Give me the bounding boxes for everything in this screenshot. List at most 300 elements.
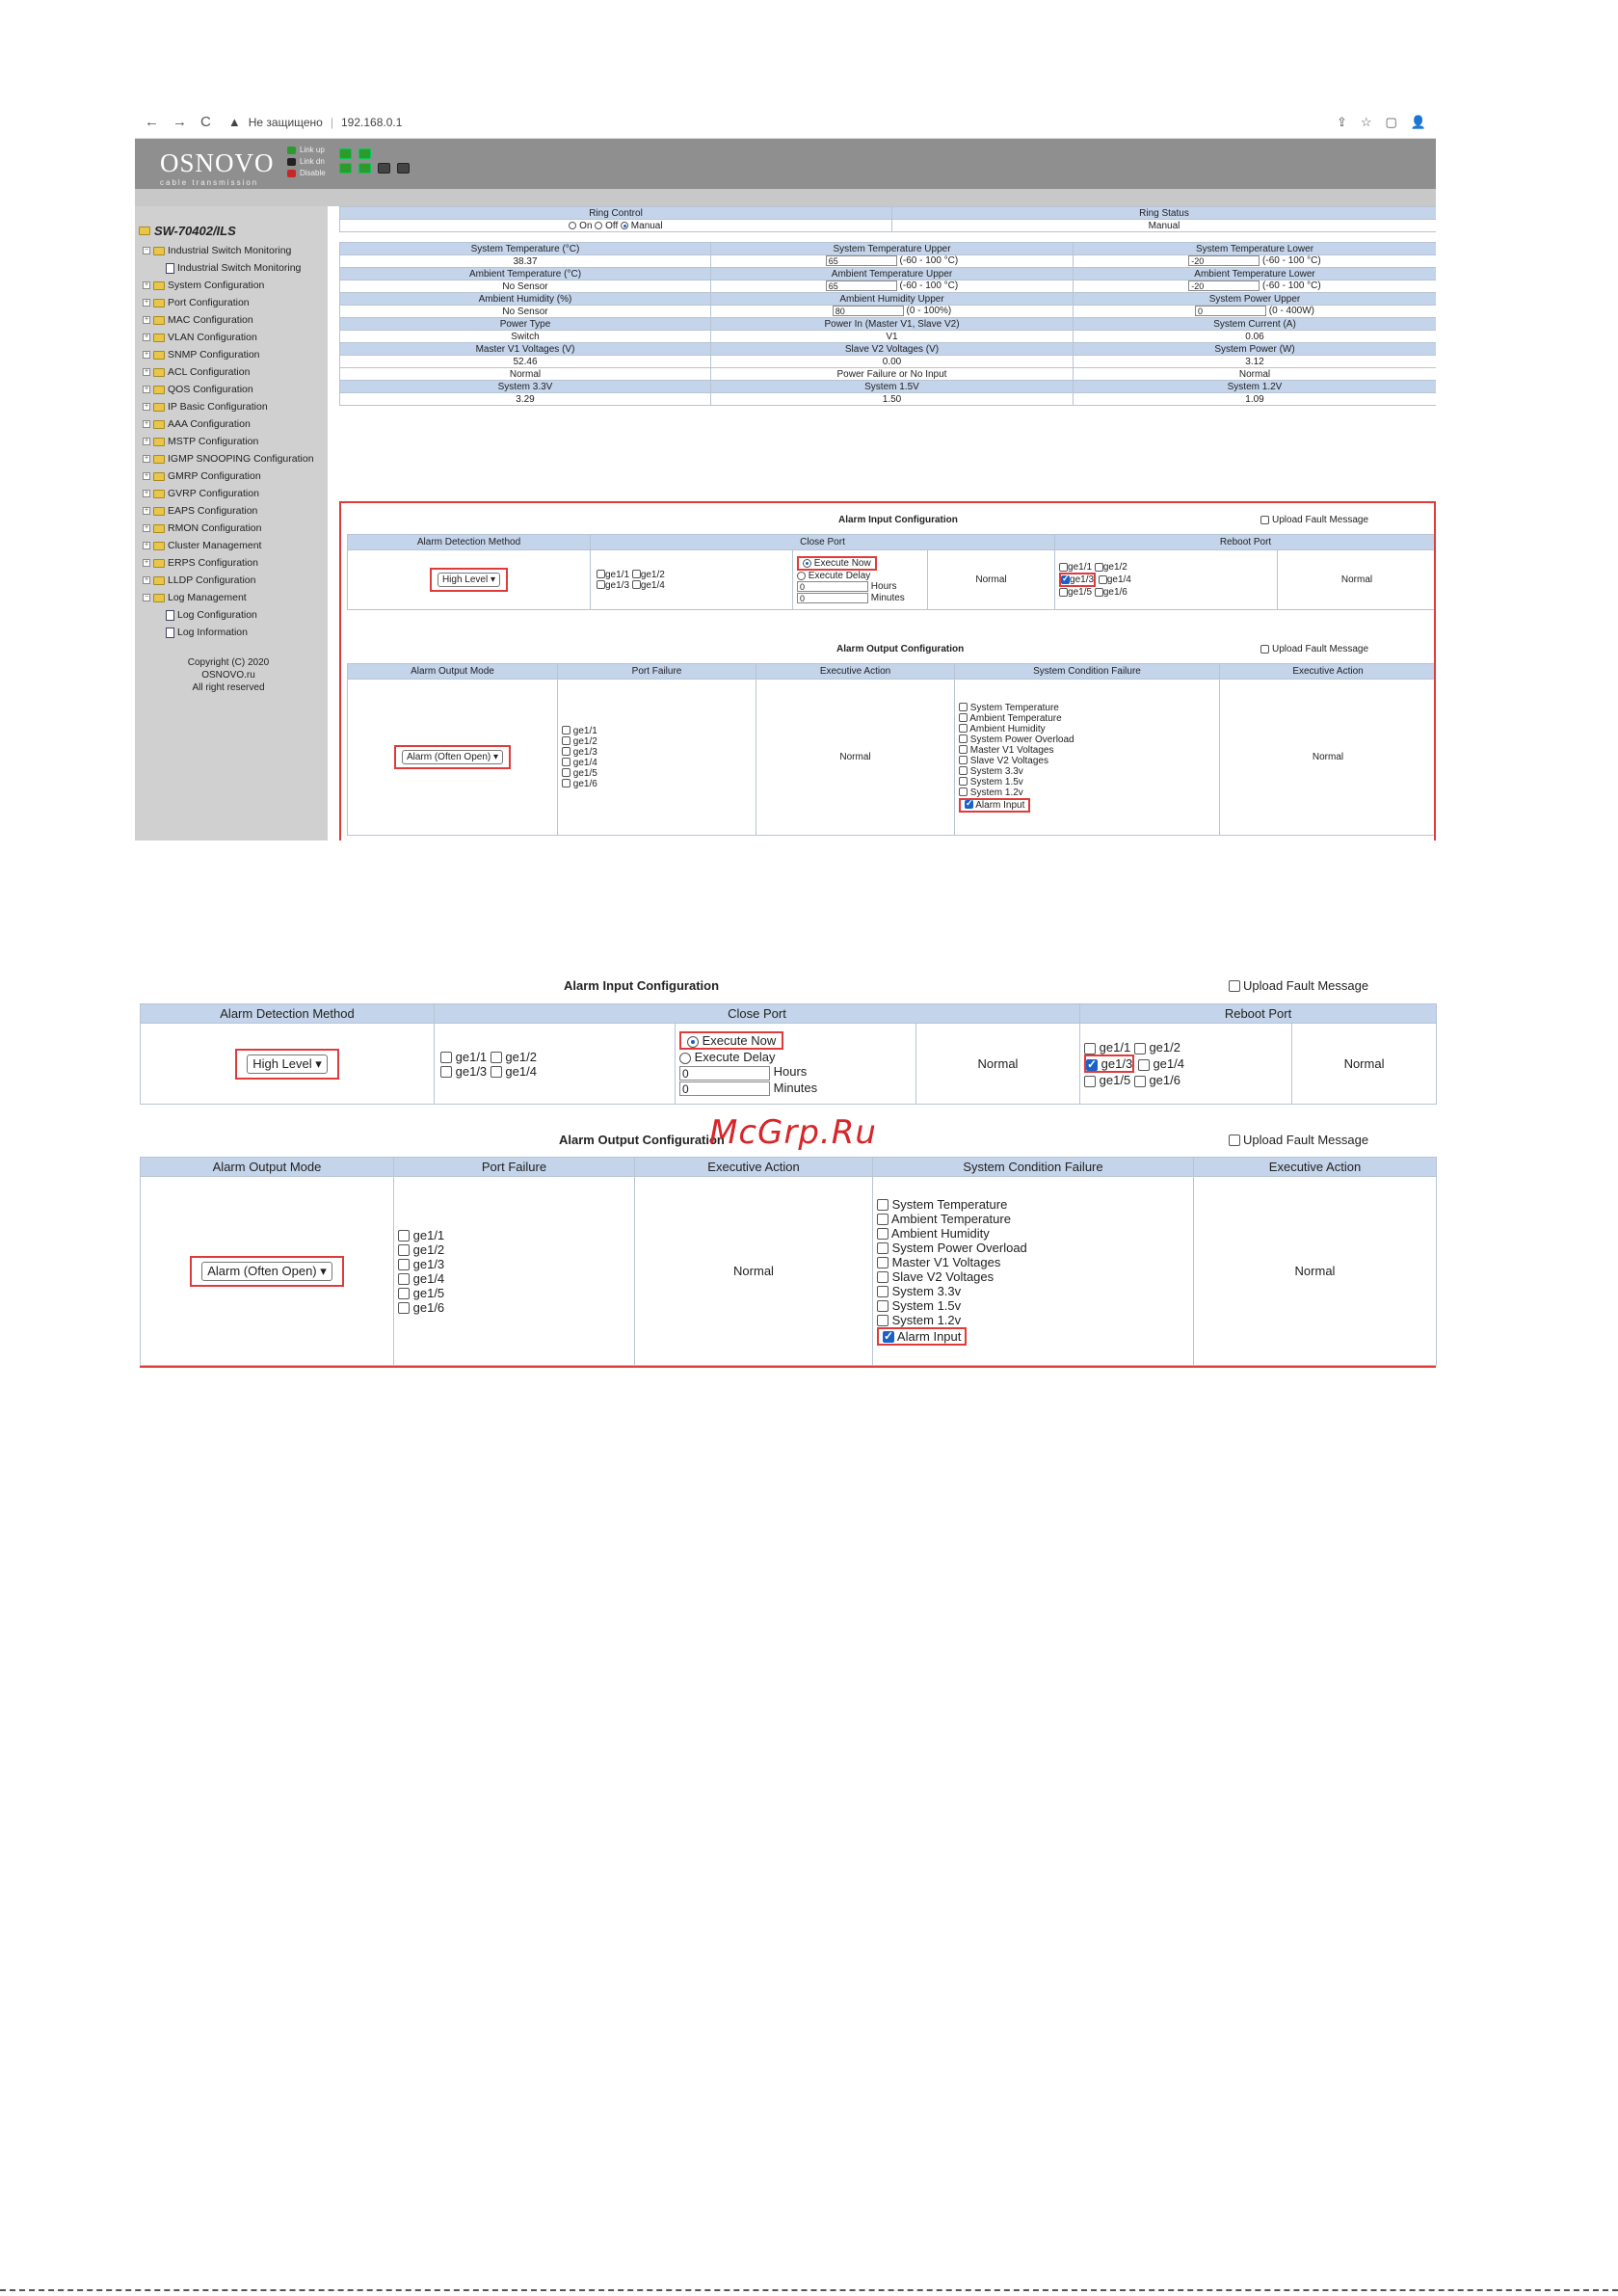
alarm-output-table: [140, 1157, 1437, 1366]
monitor-value: No Sensor: [340, 306, 711, 318]
folder-icon: [153, 247, 165, 255]
sidebar-item[interactable]: [139, 346, 328, 363]
alarm-input-title: Alarm Input Configuration: [838, 515, 958, 525]
monitor-value: 0.06: [1074, 331, 1437, 343]
monitor-value: [1074, 306, 1437, 318]
sidebar-item[interactable]: [139, 242, 328, 259]
sidebar-item-label: GMRP Configuration: [168, 470, 261, 482]
hours-input[interactable]: 0: [679, 1066, 770, 1081]
sidebar-item-label: Log Information: [177, 627, 248, 638]
folder-icon: [153, 559, 165, 568]
reboot-port-checkbox[interactable]: [1084, 1043, 1096, 1055]
threshold-range: (0 - 100%): [906, 306, 952, 317]
sidebar-item[interactable]: [139, 415, 328, 433]
close-port-header: Close Port: [591, 535, 1055, 550]
minutes-input[interactable]: 0: [797, 593, 868, 603]
page-icon: [166, 627, 174, 638]
port-icon[interactable]: [358, 163, 371, 174]
monitor-header: System Temperature (°C): [340, 243, 711, 255]
reboot-port-header: Reboot Port: [1055, 535, 1436, 550]
port-failure-checkbox[interactable]: [398, 1288, 410, 1299]
condition-checkbox[interactable]: [877, 1271, 889, 1283]
condition-checkbox[interactable]: [877, 1286, 889, 1297]
monitor-header: Ambient Humidity Upper: [711, 293, 1074, 306]
port-icon[interactable]: [339, 148, 352, 159]
folder-icon: [153, 438, 165, 446]
monitor-value: [711, 306, 1074, 318]
expand-icon[interactable]: +: [144, 455, 149, 462]
sidebar-item-label: ACL Configuration: [168, 366, 251, 378]
monitor-header: Ambient Temperature (°C): [340, 268, 711, 280]
port-icon[interactable]: [339, 163, 352, 174]
monitor-value: Power Failure or No Input: [711, 368, 1074, 381]
sidebar-item-label: AAA Configuration: [168, 418, 251, 430]
link-dn-icon: [287, 158, 296, 166]
folder-icon: [153, 420, 165, 429]
condition-label: Master V1 Voltages: [891, 1254, 1001, 1269]
port-failure-item[interactable]: [398, 1257, 444, 1271]
monitor-table: [339, 242, 1436, 406]
detection-header: Alarm Detection Method: [348, 535, 591, 550]
sidebar-item[interactable]: [139, 433, 328, 450]
port-failure-item[interactable]: [398, 1242, 444, 1257]
condition-label: Ambient Humidity: [969, 723, 1046, 734]
close-port-checkbox[interactable]: [440, 1066, 452, 1078]
monitor-header: System 1.2V: [1074, 381, 1437, 393]
folder-icon: [153, 403, 165, 412]
condition-checkbox[interactable]: [877, 1315, 889, 1326]
forward-icon[interactable]: →: [172, 114, 187, 130]
detection-header: Alarm Detection Method: [141, 1004, 435, 1024]
sidebar-item[interactable]: [139, 398, 328, 415]
monitor-header: Slave V2 Voltages (V): [711, 343, 1074, 356]
port-failure-label: ge1/5: [412, 1285, 445, 1300]
close-port-checkbox[interactable]: [440, 1052, 452, 1063]
close-port-status: Normal: [928, 550, 1055, 610]
close-port-status: Normal: [916, 1024, 1080, 1105]
threshold-input[interactable]: 80: [833, 306, 904, 316]
condition-item[interactable]: [877, 1327, 967, 1346]
sidebar-item[interactable]: [139, 381, 328, 398]
condition-item[interactable]: [877, 1255, 1027, 1269]
highlight-line: [140, 1366, 1436, 1368]
threshold-input[interactable]: 65: [826, 255, 897, 266]
monitor-header: System Current (A): [1074, 318, 1437, 331]
copyright: Copyright (C) 2020 OSNOVO.ru All right reserved: [187, 657, 270, 693]
monitor-value: 1.09: [1074, 393, 1437, 406]
watermark: McGrp.Ru: [709, 1113, 877, 1152]
alarm-output-title: Alarm Output Configuration: [559, 1133, 725, 1147]
folder-icon: [153, 524, 165, 533]
reload-icon[interactable]: C: [200, 114, 211, 130]
port-failure-label: ge1/5: [572, 767, 597, 779]
monitor-value: 0.00: [711, 356, 1074, 368]
monitor-header: System Temperature Lower: [1074, 243, 1437, 255]
expand-icon[interactable]: +: [144, 334, 149, 340]
ring-off-radio[interactable]: [595, 222, 602, 229]
monitor-header: System 3.3V: [340, 381, 711, 393]
share-icon[interactable]: ⇪: [1336, 114, 1347, 129]
highlight-frame: [339, 501, 1436, 841]
sidebar-item-label: GVRP Configuration: [168, 488, 259, 499]
sidebar-item-label: Log Management: [168, 592, 247, 603]
star-icon[interactable]: ☆: [1360, 114, 1372, 129]
close-port-checkbox[interactable]: [491, 1066, 502, 1078]
exec-action-header-2: Executive Action: [1194, 1158, 1437, 1177]
expand-icon[interactable]: +: [144, 576, 149, 583]
detection-method-select[interactable]: High Level ▾: [438, 573, 500, 587]
sidebar-item[interactable]: [139, 363, 328, 381]
reboot-port-status: Normal: [1278, 550, 1436, 610]
alarm-section-small: [339, 503, 1436, 841]
condition-label: System 1.5v: [969, 776, 1023, 788]
back-icon[interactable]: ←: [145, 114, 159, 130]
hours-input[interactable]: 0: [797, 581, 868, 592]
link-up-icon: [287, 147, 296, 154]
condition-item[interactable]: [877, 1212, 1027, 1226]
port-failure-label: ge1/2: [572, 735, 597, 747]
port-icon[interactable]: [397, 163, 410, 174]
ring-manual-radio[interactable]: [621, 222, 628, 229]
close-port-header: Close Port: [435, 1004, 1080, 1024]
expand-icon[interactable]: +: [144, 299, 149, 306]
sidebar-item-label: Log Configuration: [177, 609, 257, 621]
security-label: Не защищено: [248, 115, 323, 129]
minutes-input[interactable]: 0: [679, 1081, 770, 1096]
threshold-input[interactable]: 65: [826, 280, 897, 291]
execute-delay-radio[interactable]: [679, 1053, 691, 1064]
sidebar-tree: [139, 242, 328, 641]
reboot-port-status: Normal: [1292, 1024, 1437, 1105]
sidebar-item[interactable]: [139, 277, 328, 294]
threshold-range: (-60 - 100 °C): [1262, 255, 1321, 267]
port-failure-label: ge1/2: [412, 1241, 445, 1257]
port-failure-checkbox[interactable]: [398, 1259, 410, 1270]
reboot-port-checkbox[interactable]: [1134, 1076, 1146, 1087]
output-mode-header: Alarm Output Mode: [141, 1158, 394, 1177]
url-text[interactable]: 192.168.0.1: [340, 115, 403, 129]
reboot-port-header: Reboot Port: [1080, 1004, 1437, 1024]
monitor-value: [711, 280, 1074, 293]
threshold-range: (-60 - 100 °C): [899, 255, 959, 267]
ring-control-options: On Off Manual: [340, 220, 892, 232]
condition-label: System Temperature: [969, 702, 1059, 713]
upload-checkbox[interactable]: [1229, 980, 1240, 992]
expand-icon[interactable]: +: [144, 438, 149, 444]
sidebar-item[interactable]: [139, 294, 328, 311]
condition-checkbox[interactable]: [877, 1257, 889, 1268]
page-icon: [166, 610, 174, 621]
condition-label: Ambient Temperature: [969, 712, 1062, 724]
exec-action-header: Executive Action: [756, 664, 955, 680]
profile-icon[interactable]: 👤: [1410, 114, 1426, 129]
address-bar[interactable]: [228, 115, 403, 129]
condition-action: Normal: [1220, 680, 1437, 836]
exec-action-header-2: Executive Action: [1220, 664, 1437, 680]
collapse-icon[interactable]: −: [144, 594, 149, 601]
port-failure-label: ge1/1: [572, 725, 597, 736]
upload-fault-input[interactable]: Upload Fault Message: [1229, 978, 1368, 993]
port-icon[interactable]: [358, 148, 371, 159]
sidebar-item[interactable]: [139, 450, 328, 467]
expand-icon[interactable]: +: [144, 316, 149, 323]
port-failure-header: Port Failure: [394, 1158, 635, 1177]
port-panel: [339, 148, 412, 174]
condition-checkbox[interactable]: [883, 1331, 894, 1343]
monitor-header: Power Type: [340, 318, 711, 331]
port-failure-action: Normal: [756, 680, 955, 836]
port-failure-item[interactable]: [398, 1286, 444, 1300]
monitor-header: System Power Upper: [1074, 293, 1437, 306]
ring-on-radio[interactable]: [569, 222, 576, 229]
expand-icon[interactable]: +: [144, 403, 149, 410]
monitor-value: 3.12: [1074, 356, 1437, 368]
threshold-input[interactable]: 0: [1195, 306, 1266, 316]
alarm-output-title: Alarm Output Configuration: [836, 644, 965, 654]
sidebar-item[interactable]: [139, 520, 328, 537]
sidebar-item[interactable]: [139, 537, 328, 554]
expand-icon[interactable]: +: [144, 490, 149, 496]
folder-icon: [153, 368, 165, 377]
condition-failure-header: System Condition Failure: [955, 664, 1220, 680]
sidebar-item[interactable]: [139, 572, 328, 589]
threshold-range: (-60 - 100 °C): [899, 280, 959, 292]
detection-method-select[interactable]: High Level ▾: [247, 1055, 328, 1074]
collapse-icon[interactable]: −: [144, 247, 149, 254]
upload-fault-input[interactable]: Upload Fault Message: [1260, 515, 1368, 525]
condition-label: Alarm Input: [896, 1328, 962, 1344]
expand-icon[interactable]: +: [144, 507, 149, 514]
threshold-range: (0 - 400W): [1268, 306, 1314, 317]
sidebar-item-label: EAPS Configuration: [168, 505, 258, 517]
ring-table: [339, 206, 1436, 232]
sidebar-item-label: LLDP Configuration: [168, 574, 256, 586]
bottom-rule: [0, 2289, 1618, 2291]
sidebar-item[interactable]: [139, 467, 328, 485]
sidebar-item-label: QOS Configuration: [168, 384, 253, 395]
condition-item[interactable]: [877, 1226, 1027, 1241]
sidebar-item-label: IP Basic Configuration: [168, 401, 268, 413]
monitor-header: Power In (Master V1, Slave V2): [711, 318, 1074, 331]
monitor-value: Normal: [1074, 368, 1437, 381]
condition-checkbox[interactable]: [877, 1300, 889, 1312]
condition-label: System 1.2v: [891, 1312, 962, 1327]
expand-icon[interactable]: +: [144, 472, 149, 479]
expand-icon[interactable]: +: [144, 281, 149, 288]
reboot-port-checkbox[interactable]: [1134, 1043, 1146, 1055]
output-mode-select[interactable]: Alarm (Often Open) ▾: [402, 750, 503, 764]
sidebar-item[interactable]: [139, 485, 328, 502]
port-failure-item[interactable]: [398, 1271, 444, 1286]
folder-icon: [153, 351, 165, 360]
folder-icon: [153, 455, 165, 464]
monitor-header: Ambient Humidity (%): [340, 293, 711, 306]
monitor-value: [1074, 280, 1437, 293]
folder-icon: [153, 316, 165, 325]
upload-fault-output[interactable]: Upload Fault Message: [1260, 644, 1368, 654]
logo-subtitle: cable transmission: [160, 178, 259, 187]
upload-fault-output[interactable]: Upload Fault Message: [1229, 1133, 1368, 1147]
monitor-header: Ambient Temperature Lower: [1074, 268, 1437, 280]
port-failure-item[interactable]: [398, 1300, 444, 1315]
port-failure-label: ge1/4: [572, 757, 597, 768]
expand-icon[interactable]: +: [144, 559, 149, 566]
output-mode-header: Alarm Output Mode: [348, 664, 558, 680]
sidebar-item-label: IGMP SNOOPING Configuration: [168, 453, 314, 465]
condition-item[interactable]: [877, 1298, 1027, 1313]
expand-icon[interactable]: +: [144, 386, 149, 392]
port-failure-label: ge1/4: [412, 1270, 445, 1286]
reboot-port-checkbox[interactable]: [1086, 1059, 1098, 1071]
alarm-input-table: Alarm Detection Method Close Port Reboot Port High Level ▾ ge1/1 ge1/2 ge1/3 ge1/4 Execute Now Execute Delay 0 Hours 0 Minutes Normal ge1/1 ge1/2 ✓ ge1/3 ge1/4 ge1/5 ge1/6 Normal: [140, 1003, 1437, 1105]
folder-icon: [153, 299, 165, 307]
folder-icon: [153, 386, 165, 394]
browser-toolbar: [135, 106, 1436, 139]
port-legend: Link up Link dn Disable: [287, 145, 326, 179]
port-failure-checkbox[interactable]: [398, 1244, 410, 1256]
monitor-value: [711, 255, 1074, 268]
sidebar-item[interactable]: [139, 554, 328, 572]
condition-checkbox[interactable]: [877, 1242, 889, 1254]
condition-label: System Temperature: [891, 1196, 1008, 1212]
condition-checkbox[interactable]: [877, 1214, 889, 1225]
folder-icon: [153, 472, 165, 481]
port-failure-header: Port Failure: [558, 664, 756, 680]
port-failure-label: ge1/3: [412, 1256, 445, 1271]
folder-icon: [153, 334, 165, 342]
condition-item[interactable]: [877, 1284, 1027, 1298]
condition-label: System 1.5v: [891, 1297, 962, 1313]
alarm-section-large: [140, 978, 1436, 1383]
ring-status-value: Manual: [892, 220, 1437, 232]
sidepanel-icon[interactable]: ▢: [1385, 114, 1397, 129]
main-content: [339, 206, 1436, 406]
header-banner: [135, 139, 1436, 189]
condition-action: Normal: [1194, 1177, 1437, 1366]
monitor-header: System Power (W): [1074, 343, 1437, 356]
sidebar-item-label: RMON Configuration: [168, 522, 262, 534]
ring-status-header: Ring Status: [892, 207, 1437, 220]
monitor-value: Normal: [340, 368, 711, 381]
expand-icon[interactable]: +: [144, 524, 149, 531]
ring-control-header: Ring Control: [340, 207, 892, 220]
condition-item[interactable]: [877, 1241, 1027, 1255]
condition-item[interactable]: [877, 1313, 1027, 1327]
monitor-value: [1074, 255, 1437, 268]
folder-icon: [153, 542, 165, 550]
folder-icon: [153, 507, 165, 516]
sidebar-item-label: Port Configuration: [168, 297, 250, 308]
sidebar-item[interactable]: [139, 259, 328, 277]
monitor-value: 3.29: [340, 393, 711, 406]
condition-label: System Power Overload: [969, 734, 1074, 745]
sidebar-root[interactable]: SW-70402/ILS: [139, 224, 328, 238]
sidebar-item[interactable]: [139, 589, 328, 606]
condition-failure-header: System Condition Failure: [873, 1158, 1194, 1177]
condition-label: Ambient Temperature: [890, 1211, 1011, 1226]
folder-icon: [153, 490, 165, 498]
logo: OSNOVO: [160, 148, 275, 177]
port-failure-label: ge1/6: [572, 778, 597, 789]
sidebar-item-label: Cluster Management: [168, 540, 262, 551]
disable-icon: [287, 170, 296, 177]
close-port-checkbox[interactable]: [491, 1052, 502, 1063]
sidebar-item[interactable]: [139, 606, 328, 624]
exec-action-header: Executive Action: [635, 1158, 873, 1177]
condition-label: Master V1 Voltages: [969, 744, 1054, 756]
threshold-range: (-60 - 100 °C): [1262, 280, 1321, 292]
url-separator: |: [330, 115, 333, 129]
port-failure-checkbox[interactable]: [398, 1273, 410, 1285]
sidebar-item-label: SNMP Configuration: [168, 349, 260, 360]
monitor-value: No Sensor: [340, 280, 711, 293]
folder-icon: [153, 576, 165, 585]
execute-now-radio[interactable]: [687, 1036, 699, 1048]
sidebar-item[interactable]: [139, 624, 328, 641]
expand-icon[interactable]: +: [144, 368, 149, 375]
monitor-value: 1.50: [711, 393, 1074, 406]
threshold-input[interactable]: -20: [1188, 280, 1260, 291]
alarm-input-table: Alarm Detection Method Close Port Reboot Port High Level ▾ ge1/1 ge1/2 ge1/3 ge1/4 Execute Now Execute Delay 0 Hours 0 Minutes Normal ge1/1 ge1/2 ✓ge1/3 ge1/4 ge1/5 ge1/6 Normal: [347, 534, 1436, 610]
alarm-input-title: Alarm Input Configuration: [564, 978, 720, 993]
condition-checkbox[interactable]: [877, 1199, 889, 1211]
monitor-value: V1: [711, 331, 1074, 343]
condition-checkbox[interactable]: [877, 1228, 889, 1240]
condition-label: Slave V2 Voltages: [969, 755, 1048, 766]
port-failure-label: ge1/3: [572, 746, 597, 758]
monitor-value: 52.46: [340, 356, 711, 368]
reboot-port-checkbox[interactable]: [1138, 1059, 1150, 1071]
monitor-header: Master V1 Voltages (V): [340, 343, 711, 356]
condition-label: Ambient Humidity: [890, 1225, 990, 1241]
port-failure-checkbox[interactable]: [398, 1302, 410, 1314]
sidebar-item[interactable]: [139, 502, 328, 520]
folder-icon: [153, 594, 165, 602]
folder-icon: [153, 281, 165, 290]
sidebar-item-label: VLAN Configuration: [168, 332, 257, 343]
port-failure-label: ge1/1: [412, 1227, 445, 1242]
expand-icon[interactable]: +: [144, 351, 149, 358]
port-failure-label: ge1/6: [412, 1299, 445, 1315]
reboot-port-checkbox[interactable]: [1084, 1076, 1096, 1087]
warning-icon: ▲: [227, 115, 241, 129]
threshold-input[interactable]: -20: [1188, 255, 1260, 266]
monitor-header: System Temperature Upper: [711, 243, 1074, 255]
sidebar-item[interactable]: [139, 311, 328, 329]
condition-label: System Power Overload: [891, 1240, 1027, 1255]
port-icon[interactable]: [378, 163, 390, 174]
expand-icon[interactable]: +: [144, 420, 149, 427]
sidebar-item[interactable]: [139, 329, 328, 346]
sidebar-item-label: Industrial Switch Monitoring: [168, 245, 292, 256]
sidebar-item-label: MAC Configuration: [168, 314, 253, 326]
sidebar-item-label: Industrial Switch Monitoring: [177, 262, 302, 274]
upload-checkbox[interactable]: [1229, 1135, 1240, 1146]
output-mode-select[interactable]: Alarm (Often Open) ▾: [201, 1262, 332, 1281]
port-failure-checkbox[interactable]: [398, 1230, 410, 1241]
sidebar-item-label: System Configuration: [168, 280, 265, 291]
expand-icon[interactable]: +: [144, 542, 149, 548]
monitor-header: System 1.5V: [711, 381, 1074, 393]
sidebar: [135, 206, 328, 841]
condition-item[interactable]: [877, 1269, 1027, 1284]
port-failure-item[interactable]: [398, 1228, 444, 1242]
admin-screenshot: [135, 106, 1436, 841]
condition-label: System 3.3v: [891, 1283, 962, 1298]
page-icon: [166, 263, 174, 274]
condition-item[interactable]: [877, 1197, 1027, 1212]
condition-label: Slave V2 Voltages: [891, 1268, 995, 1284]
